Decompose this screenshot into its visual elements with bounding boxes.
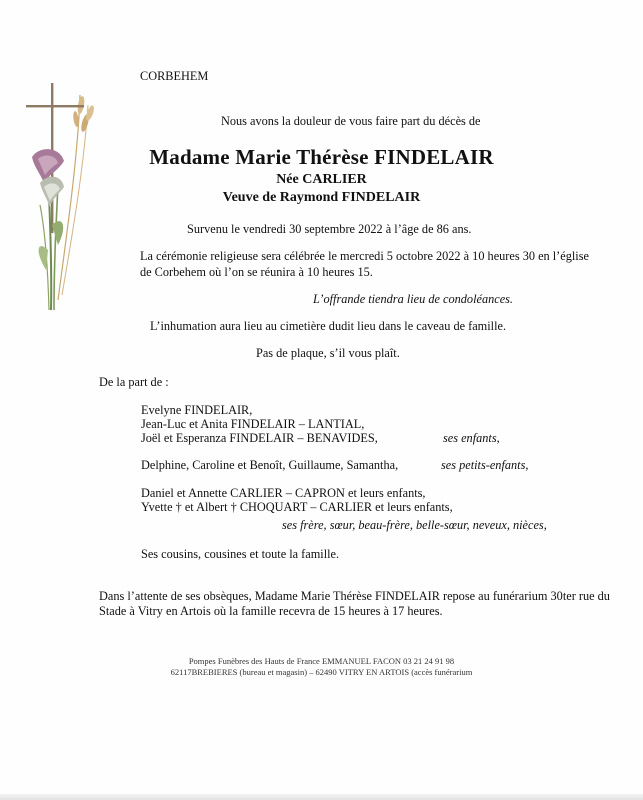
children-role: ses enfants,: [443, 431, 500, 445]
offering-note: L’offrande tiendra lieu de condoléances.: [313, 292, 514, 306]
funeral-home-line-2: Stade à Vitry en Artois où la famille recevra de 15 heures à 17 heures.: [99, 604, 443, 618]
sibling-2: Yvette † et Albert † CHOQUART – CARLIER et leurs enfants,: [141, 500, 453, 514]
from-label: De la part de :: [99, 375, 169, 389]
intro-text: Nous avons la douleur de vous faire part du décès de: [221, 114, 481, 128]
burial-note: L’inhumation aura lieu au cimetière dudit lieu dans le caveau de famille.: [150, 319, 507, 333]
funeral-home-line-1: Dans l’attente de ses obsèques, Madame Marie Thérèse FINDELAIR repose au funérarium 30ter rue du: [99, 589, 610, 603]
ceremony-line-1: La cérémonie religieuse sera célébrée le mercredi 5 octobre 2022 à 10 heures 30 en l’église: [140, 249, 589, 263]
child-1: Evelyne FINDELAIR,: [141, 403, 253, 417]
grandchildren: Delphine, Caroline et Benoît, Guillaume, Samantha,: [141, 458, 399, 472]
death-notice: Survenu le vendredi 30 septembre 2022 à l’âge de 86 ans.: [187, 222, 472, 236]
town-header: CORBEHEM: [140, 69, 209, 83]
ceremony-line-2: de Corbehem où l’on se réunira à 10 heures 15.: [140, 265, 373, 279]
no-plaque-note: Pas de plaque, s’il vous plaît.: [256, 346, 400, 360]
cousins-line: Ses cousins, cousines et toute la famille.: [141, 547, 340, 561]
deceased-name: Madame Marie Thérèse FINDELAIR: [149, 145, 494, 169]
child-2: Jean-Luc et Anita FINDELAIR – LANTIAL,: [141, 417, 365, 431]
grandchildren-role: ses petits-enfants,: [441, 458, 529, 472]
footer-line-1: Pompes Funèbres des Hauts de France EMMANUEL FACON 03 21 24 91 98: [188, 656, 455, 666]
footer-line-2: 62117BREBIERES (bureau et magasin) – 62490 VITRY EN ARTOIS (accès funérarium: [170, 667, 473, 677]
child-3: Joël et Esperanza FINDELAIR – BENAVIDES,: [141, 431, 378, 445]
scan-edge: [0, 794, 643, 800]
sibling-1: Daniel et Annette CARLIER – CAPRON et leurs enfants,: [141, 486, 426, 500]
widow-of: Veuve de Raymond FINDELAIR: [222, 190, 421, 205]
birth-name: Née CARLIER: [276, 172, 367, 187]
siblings-role: ses frère, sœur, beau-frère, belle-sœur, neveux, nièces,: [282, 518, 547, 532]
